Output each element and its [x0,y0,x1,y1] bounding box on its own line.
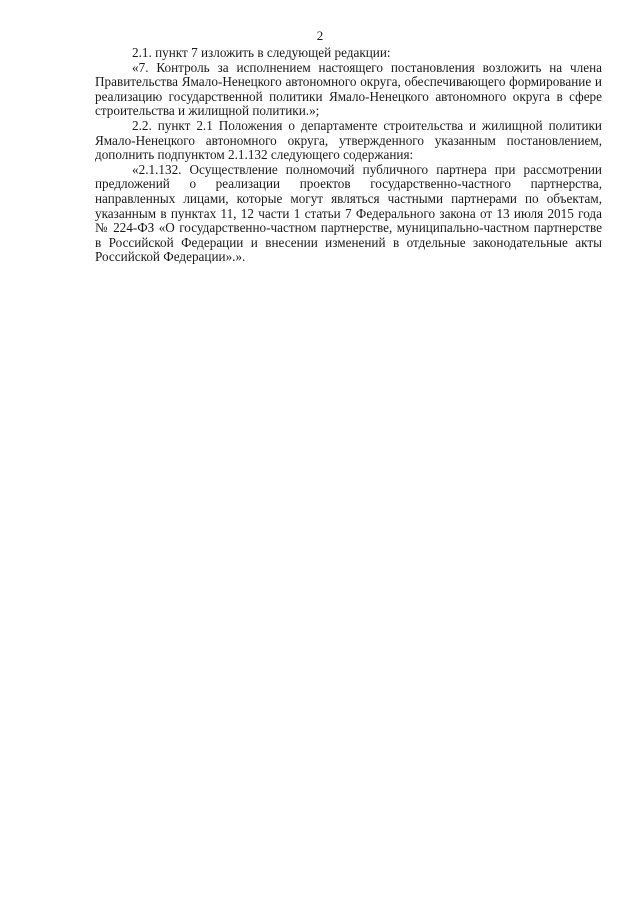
document-body [95,46,602,265]
paragraph-2-2: 2.2. пункт 2.1 Положения о департаменте строительства и жилищной политики Ямало-Ненецкого автономного округа, утвержденного указанным постановлением, дополнить подпунктом 2.1.132 следующего содержания: [95,117,602,163]
paragraph-2-1: 2.1. пункт 7 изложить в следующей редакции: [132,45,391,60]
paragraph-quote-7: «7. Контроль за исполнением настоящего постановления возложить на члена Правительства Ямало-Ненецкого автономного округа, обеспечивающего формирование и реализацию государственной политики Ямало-Ненецкого автономного округа в сфере строительства и жилищной политики.»; [95,59,602,119]
page-number: 2 [316,28,324,43]
paragraph-quote-2-1-132: «2.1.132. Осуществление полномочий публичного партнера при рассмотрении предложений о реализации проектов государственно-частного партнерства, направленных лицами, которые могут являться частными партнерами по объектам, указанным в пунктах 11, 12 части 1 статьи 7 Федерального закона от 13 июля 2015 года № 224-ФЗ «О государственно-частном партнерстве, муниципально-частном партнерстве в Российской Федерации и внесении изменений в отдельные законодательные акты Российской Федерации».». [95,161,602,265]
